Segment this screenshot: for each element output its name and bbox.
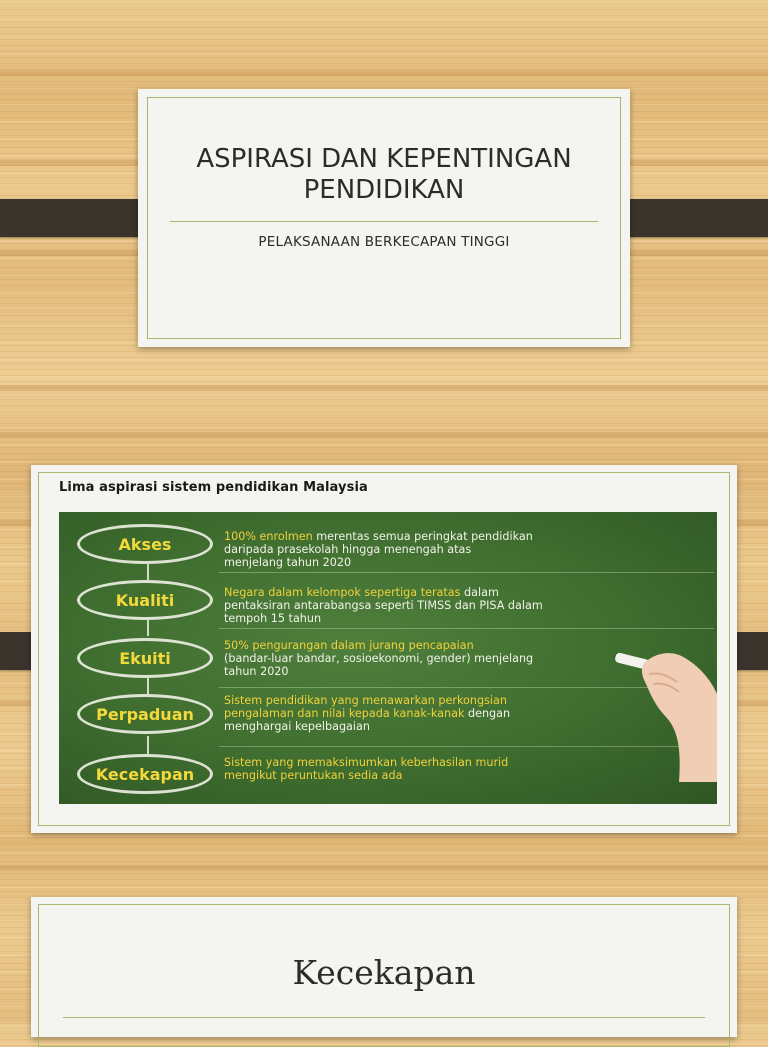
aspiration-highlight: mengikut peruntukan sedia ada <box>224 769 403 782</box>
wood-grain <box>0 432 768 438</box>
connector-line <box>147 678 149 694</box>
oval-akses <box>77 524 213 564</box>
slide-heading: Lima aspirasi sistem pendidikan Malaysia <box>59 480 368 495</box>
aspiration-description <box>224 694 624 733</box>
chalk-line <box>219 572 714 573</box>
aspiration-label: Kualiti <box>115 590 175 610</box>
aspiration-label: Akses <box>118 534 172 554</box>
aspiration-label: Ekuiti <box>119 648 171 668</box>
aspiration-text: pentaksiran antarabangsa seperti TIMSS dan PISA dalam <box>224 599 543 612</box>
slide-frame <box>147 97 621 339</box>
aspiration-text: tahun 2020 <box>224 665 289 678</box>
chalkboard-image <box>59 512 717 804</box>
connector-line <box>147 620 149 636</box>
connector-line <box>147 564 149 580</box>
slide-title-line: ASPIRASI DAN KEPENTINGAN <box>196 144 572 174</box>
hand-with-chalk-icon <box>607 622 717 782</box>
aspiration-description <box>224 586 624 625</box>
aspiration-highlight: 100% enrolmen <box>224 530 313 543</box>
aspiration-label: Kecekapan <box>95 764 195 784</box>
slide-kecekapan-card[interactable] <box>31 897 737 1037</box>
aspiration-text: dengan <box>464 707 511 720</box>
slide-subtitle: PELAKSANAAN BERKECAPAN TINGGI <box>258 234 510 250</box>
oval-kecekapan <box>77 754 213 794</box>
slide-title <box>138 144 630 206</box>
oval-kualiti <box>77 580 213 620</box>
aspiration-highlight: pengalaman dan nilai kepada kanak-kanak <box>224 707 465 720</box>
aspiration-highlight: Sistem pendidikan yang menawarkan perkongsian <box>224 694 507 707</box>
aspiration-highlight: Sistem yang memaksimumkan keberhasilan murid <box>224 756 509 769</box>
aspiration-text: (bandar-luar bandar, sosioekonomi, gender) menjelang <box>224 652 534 665</box>
aspiration-text: merentas semua peringkat pendidikan <box>312 530 533 543</box>
aspiration-description <box>224 756 624 782</box>
divider <box>63 1017 705 1018</box>
aspiration-text: tempoh 15 tahun <box>224 612 322 625</box>
slide-aspirations-card[interactable] <box>31 465 737 833</box>
slide-title-card[interactable] <box>138 89 630 347</box>
divider <box>170 221 598 222</box>
aspiration-label: Perpaduan <box>96 704 194 724</box>
aspiration-description <box>224 639 624 678</box>
slide-tab-left <box>0 199 156 237</box>
oval-ekuiti <box>77 638 213 678</box>
wood-grain <box>0 865 768 871</box>
aspiration-text: daripada prasekolah hingga menengah atas <box>224 543 472 556</box>
slide-tab-right <box>612 199 768 237</box>
connector-line <box>147 736 149 754</box>
wood-grain <box>0 70 768 76</box>
aspiration-highlight: Negara dalam kelompok sepertiga teratas <box>224 586 461 599</box>
oval-perpaduan <box>77 694 213 734</box>
aspiration-text: dalam <box>460 586 499 599</box>
slide-title: Kecekapan <box>292 953 476 992</box>
slide-title-line: PENDIDIKAN <box>303 175 465 205</box>
aspiration-description <box>224 530 624 569</box>
wood-grain <box>0 385 768 391</box>
aspiration-text: menjelang tahun 2020 <box>224 556 352 569</box>
aspiration-highlight: 50% pengurangan dalam jurang pencapaian <box>224 639 474 652</box>
aspiration-text: menghargai kepelbagaian <box>224 720 370 733</box>
